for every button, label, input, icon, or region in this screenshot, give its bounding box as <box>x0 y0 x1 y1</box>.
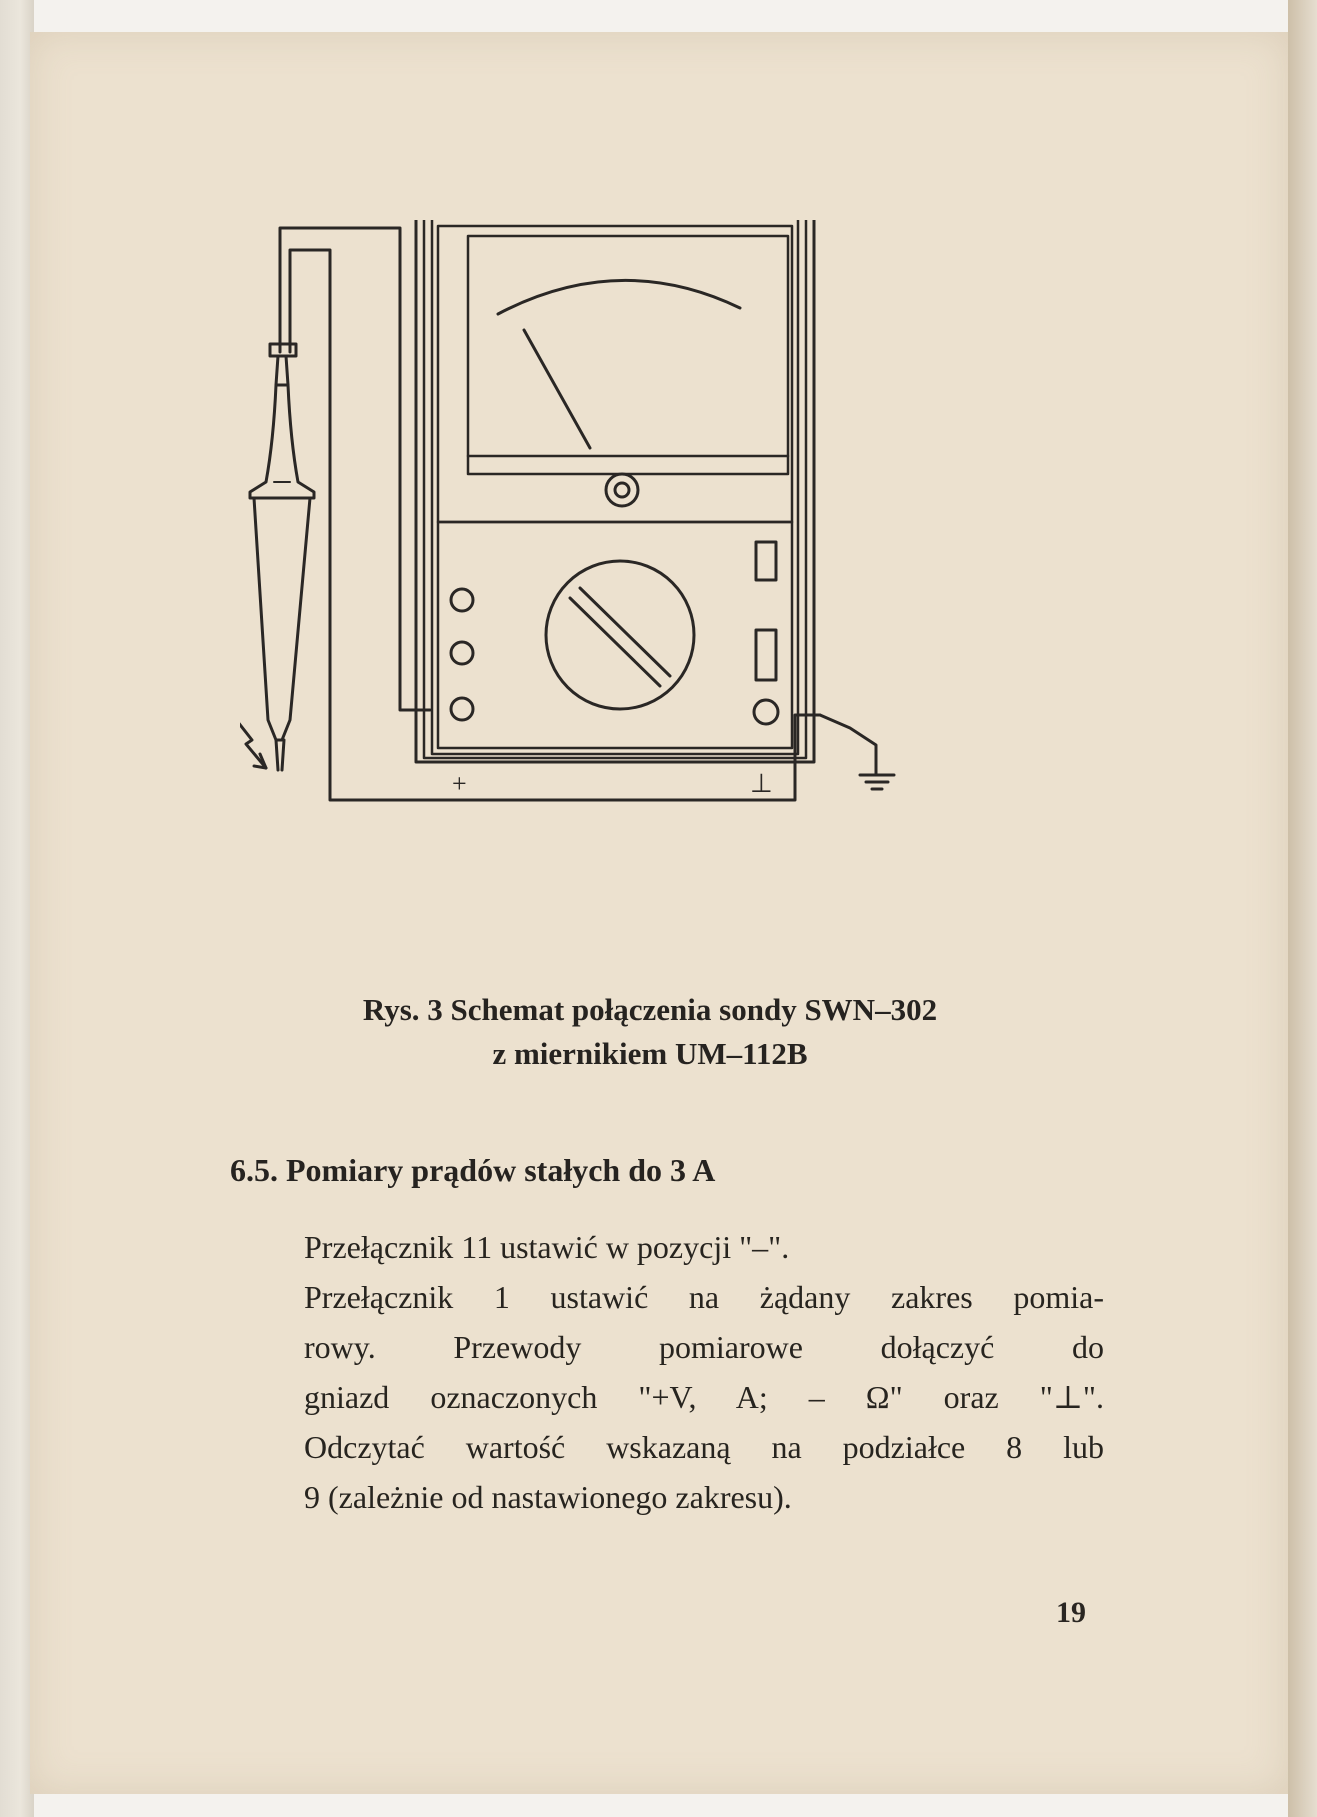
body-line: gniazd oznaczonych "+V, A; – Ω" oraz "⊥". <box>304 1379 1104 1415</box>
left-page-edge <box>0 0 34 1817</box>
jack-socket <box>451 642 473 664</box>
ground-symbol-icon <box>820 715 894 789</box>
plus-label: + <box>452 769 467 798</box>
meter-needle <box>524 330 590 448</box>
figure-caption-line-2: z miernikiem UM–112B <box>492 1036 808 1071</box>
knob-pointer <box>570 588 670 686</box>
section-body <box>304 1222 1104 1522</box>
switch-slot <box>756 542 776 580</box>
ground-jack-socket <box>754 700 778 724</box>
body-line: Przełącznik 11 ustawić w pozycji "–". <box>304 1229 790 1265</box>
diagram-svg <box>240 220 1120 950</box>
body-line: 9 (zależnie od nastawionego zakresu). <box>304 1479 792 1515</box>
probe-cable <box>280 228 430 710</box>
jack-socket <box>451 589 473 611</box>
ground-label: ⊥ <box>750 769 773 799</box>
page-number: 19 <box>1056 1596 1086 1629</box>
section-heading: 6.5. Pomiary prądów stałych do 3 A <box>230 1152 716 1188</box>
switch-slot <box>756 630 776 680</box>
figure-caption-line-1: Rys. 3 Schemat połączenia sondy SWN–302 <box>362 992 938 1027</box>
right-page-edge <box>1288 0 1317 1817</box>
body-line: Odczytać wartość wskazaną na podziałce 8 lub <box>304 1429 1104 1465</box>
plus-jack-socket <box>451 698 473 720</box>
ground-cable <box>290 250 820 800</box>
front-panel <box>451 542 778 724</box>
meter-scale-arc <box>498 280 740 314</box>
body-line: Przełącznik 1 ustawić na żądany zakres pomia- <box>304 1279 1104 1315</box>
range-selector-knob <box>546 561 694 709</box>
meter-display <box>468 236 788 506</box>
zero-adjust-screw <box>606 474 638 506</box>
probe-icon <box>250 344 314 770</box>
probe-connection-diagram <box>240 220 1120 950</box>
body-line: rowy. Przewody pomiarowe dołączyć do <box>304 1329 1104 1365</box>
